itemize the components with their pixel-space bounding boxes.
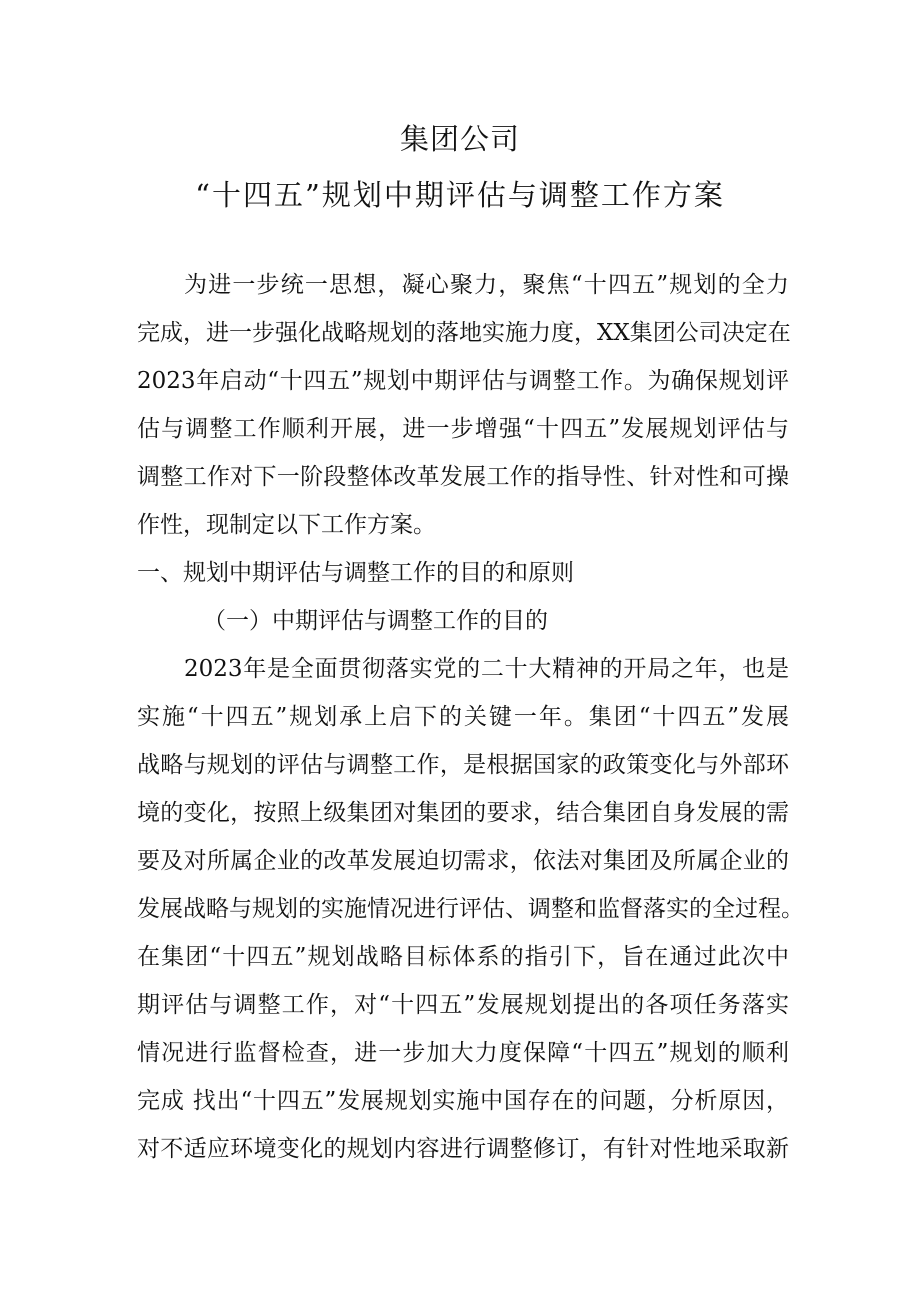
paragraph-2-line-2: 实施“十四五”规划承上启下的关键一年。集团“十四五”发展 [137,704,789,730]
paragraph-2-line-10: 完成 找出“十四五”发展规划实施中国存在的问题，分析原因， [137,1088,789,1114]
paragraph-1-line-6: 作性，现制定以下工作方案。 [137,512,436,538]
document-title-line-2: “十四五”规划中期评估与调整工作方案 [195,178,725,212]
paragraph-2-line-7: 在集团“十四五”规划战略目标体系的指引下，旨在通过此次中 [137,944,789,970]
paragraph-1-line-5: 调整工作对下一阶段整体改革发展工作的指导性、针对性和可操 [137,464,789,490]
paragraph-2-line-6: 发展战略与规划的实施情况进行评估、调整和监督落实的全过程。 [137,896,804,922]
document-title-line-1: 集团公司 [399,122,520,156]
subsection-1-heading: （一）中期评估与调整工作的目的 [203,608,548,634]
paragraph-2-line-4: 境的变化，按照上级集团对集团的要求，结合集团自身发展的需 [137,800,789,826]
paragraph-2-line-8: 期评估与调整工作，对“十四五”发展规划提出的各项任务落实 [137,992,789,1018]
section-1-heading: 一、规划中期评估与调整工作的目的和原则 [137,560,574,586]
paragraph-2-line-5: 要及对所属企业的改革发展迫切需求，依法对集团及所属企业的 [137,848,789,874]
paragraph-2-line-11: 对不适应环境变化的规划内容进行调整修订，有针对性地采取新 [137,1136,789,1162]
paragraph-2-line-3: 战略与规划的评估与调整工作，是根据国家的政策变化与外部环 [137,752,789,778]
paragraph-1-line-1: 为进一步统一思想，凝心聚力，聚焦“十四五”规划的全力 [184,272,789,298]
paragraph-2-line-1: 2023年是全面贯彻落实党的二十大精神的开局之年，也是 [184,656,789,682]
paragraph-2-line-9: 情况进行监督检查，进一步加大力度保障“十四五”规划的顺利 [137,1040,789,1066]
paragraph-1-line-4: 估与调整工作顺利开展，进一步增强“十四五”发展规划评估与 [137,416,789,442]
paragraph-1-line-2: 完成，进一步强化战略规划的落地实施力度，XX集团公司决定在 [137,320,791,346]
paragraph-1-line-3: 2023年启动“十四五”规划中期评估与调整工作。为确保规划评 [137,368,789,394]
